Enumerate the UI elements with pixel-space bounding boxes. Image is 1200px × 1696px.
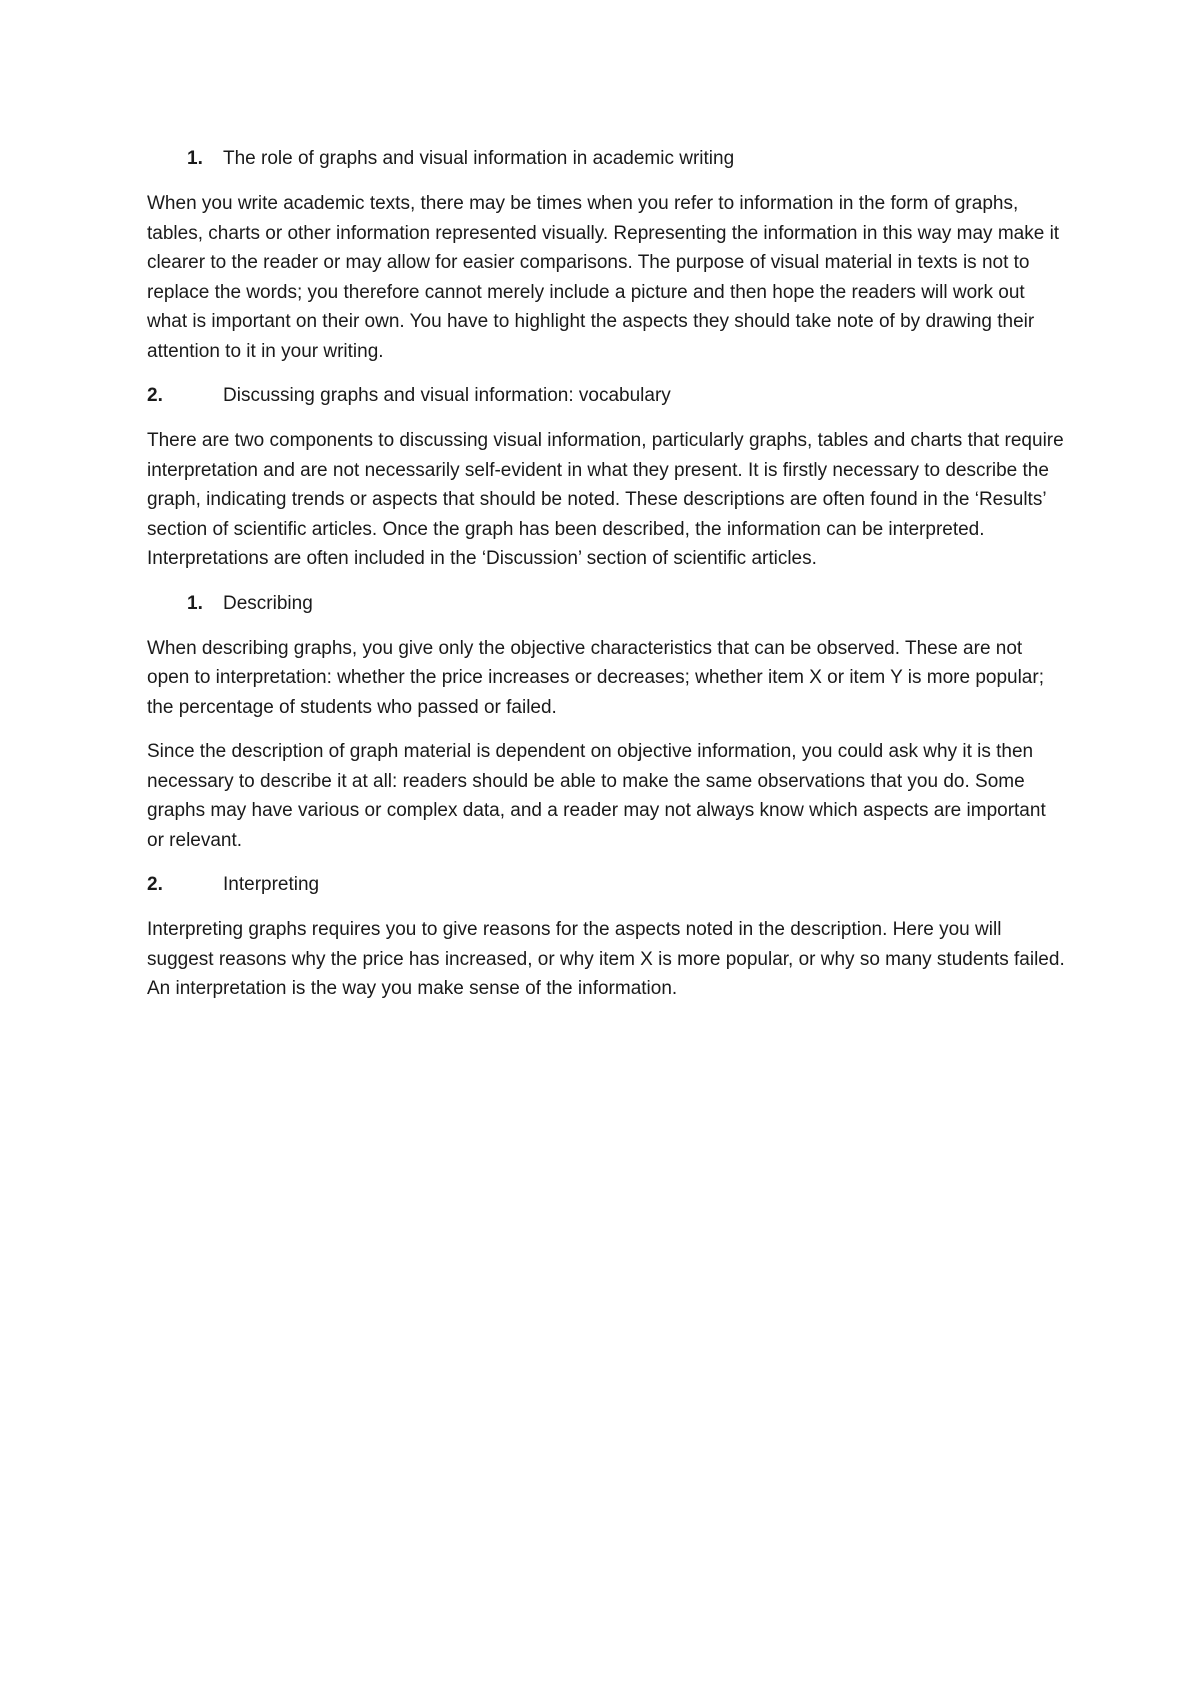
section-title: The role of graphs and visual information in academic writing [223,148,735,169]
section-title: Interpreting [223,874,320,895]
section-number: 2. [147,874,163,895]
paragraph-1: When you write academic texts, there may be times when you refer to information in the form of graphs, tables, charts or other information represented visually. Representing the information in this way may make it clearer to the reader or may allow for easier comparisons. The purpose of visual material in texts is not to replace the words; you therefore cannot merely include a picture and then hope the readers will work out what is important on their own. You have to highlight the aspects they should take note of by drawing their attention to it in your writing. [147,193,1060,362]
subsection-heading-describing [147,589,1067,618]
section-number: 1. [187,148,203,169]
section-heading-1 [147,144,1067,173]
paragraph-3: When describing graphs, you give only the objective characteristics that can be observed. These are not open to interpretation: whether the price increases or decreases; whether item X or item Y is more popular; the percentage of students who passed or failed. [147,637,1044,718]
section-title: Describing [223,592,313,614]
section-number: 2. [147,385,163,406]
section-number: 1. [187,592,203,614]
subsection-heading-interpreting [147,870,1067,899]
paragraph-2: There are two components to discussing visual information, particularly graphs, tables and charts that require interpretation and are not necessarily self-evident in what they present. It is firstly necessary to describe the graph, indicating trends or aspects that should be noted. These descriptions are often found in the ‘Results’ section of scientific articles. Once the graph has been described, the information can be interpreted. Interpretations are often included in the ‘Discussion’ section of scientific articles. [147,430,1064,569]
section-title: Discussing graphs and visual information: vocabulary [223,385,671,406]
paragraph-4: Since the description of graph material is dependent on objective information, you could ask why it is then necessary to describe it at all: readers should be able to make the same observations that you do. Some graphs may have various or complex data, and a reader may not always know which aspects are important or relevant. [147,741,1046,851]
document-body [147,144,1067,1019]
paragraph-5: Interpreting graphs requires you to give reasons for the aspects noted in the description. Here you will suggest reasons why the price has increased, or why item X is more popular, or why so many students failed. An interpretation is the way you make sense of the information. [147,919,1065,999]
section-heading-2 [147,381,1067,410]
